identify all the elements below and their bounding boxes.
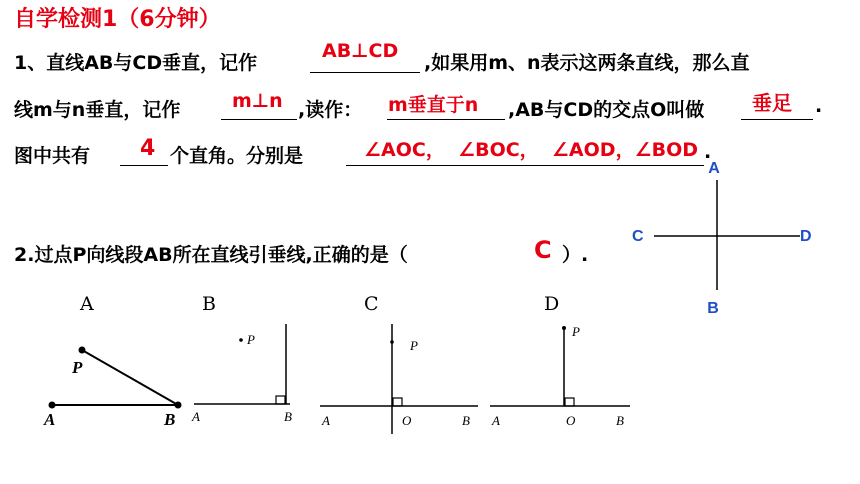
label-p: P xyxy=(247,332,255,347)
section-title: 自学检测1（6分钟） xyxy=(14,7,221,32)
perpendicular-cross-figure xyxy=(620,156,830,322)
point-p xyxy=(562,326,566,330)
q1-line2-prefix: 线m与n垂直，记作 xyxy=(14,99,181,121)
label-d: D xyxy=(800,228,812,245)
label-p: P xyxy=(572,324,580,339)
q1-answer-foot: 垂足 xyxy=(752,91,792,115)
option-d-label: D xyxy=(544,293,560,315)
q1-line3-mid: 个直角。分别是 xyxy=(170,145,304,167)
q1-answer-m-perp-n: m⊥n xyxy=(232,90,283,112)
option-a-figure xyxy=(30,335,190,435)
segment-pb xyxy=(82,350,178,405)
q1-line2-end: . xyxy=(815,95,823,117)
label-b: B xyxy=(616,413,624,428)
option-c-figure xyxy=(316,320,486,440)
label-p: P xyxy=(72,358,83,377)
q1-line2-mid2: ,AB与CD的交点O叫做 xyxy=(508,99,705,121)
right-angle-mark xyxy=(276,396,285,404)
q1-answer-angles: ∠AOC， ∠BOC， ∠AOD，∠BOD xyxy=(364,139,699,161)
option-d-figure xyxy=(486,320,636,430)
point-b xyxy=(175,402,182,409)
label-o: O xyxy=(566,413,576,428)
q1-blank-2 xyxy=(221,119,297,120)
label-b: B xyxy=(284,409,292,424)
label-b: B xyxy=(707,300,719,317)
label-b: B xyxy=(164,410,176,429)
q1-blank-3 xyxy=(387,119,505,120)
label-a: A xyxy=(492,413,500,428)
q1-blank-5 xyxy=(120,165,168,166)
q1-blank-4 xyxy=(741,119,813,120)
label-a: A xyxy=(192,409,200,424)
q1-answer-notation: AB⊥CD xyxy=(322,40,399,62)
point-a xyxy=(49,402,56,409)
q2-answer: C xyxy=(534,236,552,264)
point-p xyxy=(79,347,86,354)
option-c-label: C xyxy=(364,293,379,315)
q1-answer-count: 4 xyxy=(140,136,156,161)
q1-line2-mid: ,读作： xyxy=(298,99,363,121)
option-a-label: A xyxy=(80,293,94,315)
q1-line1-prefix: 1、直线AB与CD垂直，记作 xyxy=(14,52,258,74)
label-a: A xyxy=(708,160,720,177)
label-a: A xyxy=(322,413,330,428)
right-angle-mark xyxy=(565,398,574,406)
label-p: P xyxy=(410,338,418,353)
option-b-figure xyxy=(190,320,300,430)
q1-blank-1 xyxy=(310,72,420,73)
label-c: C xyxy=(632,228,644,245)
q1-line1-suffix: ,如果用m、n表示这两条直线，那么直 xyxy=(424,52,750,74)
q2-question-end: ）. xyxy=(562,244,589,266)
q1-line3-prefix: 图中共有 xyxy=(14,145,91,167)
option-b-label: B xyxy=(202,293,216,315)
q2-question: 2.过点P向线段AB所在直线引垂线,正确的是（ xyxy=(14,244,408,266)
label-a: A xyxy=(44,410,56,429)
q1-line3-end: . xyxy=(704,141,712,163)
right-angle-mark xyxy=(393,398,402,406)
label-o: O xyxy=(402,413,412,428)
q1-answer-reading: m垂直于n xyxy=(388,94,479,116)
point-p xyxy=(390,340,394,344)
label-b: B xyxy=(462,413,470,428)
point-p xyxy=(239,338,243,342)
